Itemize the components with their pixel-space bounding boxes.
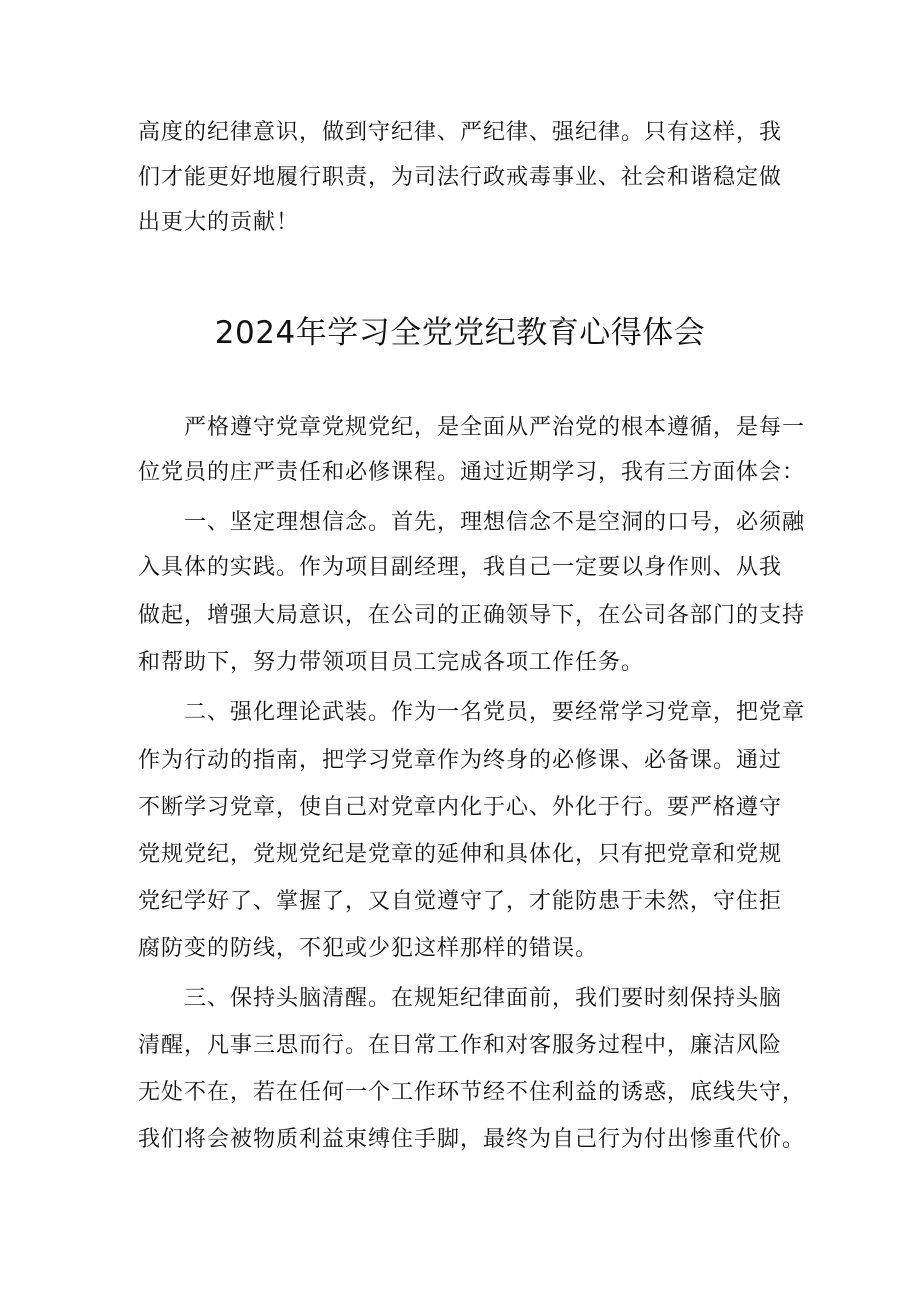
text-line: 出更大的贡献！ — [138, 210, 300, 235]
text-line: 入具体的实践。作为项目副经理，我自己一定要以身作则、从我 — [138, 555, 783, 580]
text-line: 党纪学好了、掌握了，又自觉遵守了，才能防患于未然，守住拒 — [138, 889, 783, 914]
text-line: 高度的纪律意识，做到守纪律、严纪律、强纪律。只有这样，我 — [138, 120, 783, 145]
text-line: 一、坚定理想信念。首先，理想信念不是空洞的口号，必须融 — [184, 510, 806, 535]
text-line: 无处不在，若在任何一个工作环节经不住利益的诱惑，底线失守， — [138, 1080, 806, 1105]
text-line: 作为行动的指南，把学习党章作为终身的必修课、必备课。通过 — [138, 748, 783, 773]
text-line: 二、强化理论武装。作为一名党员，要经常学习党章，把党章 — [184, 700, 806, 725]
text-line: 做起，增强大局意识，在公司的正确领导下，在公司各部门的支持 — [138, 603, 806, 628]
text-line: 清醒，凡事三思而行。在日常工作和对客服务过程中，廉洁风险 — [138, 1033, 783, 1058]
text-line: 不断学习党章，使自己对党章内化于心、外化于行。要严格遵守 — [138, 795, 783, 820]
text-line: 位党员的庄严责任和必修课程。通过近期学习，我有三方面体会： — [138, 460, 806, 485]
text-line: 和帮助下，努力带领项目员工完成各项工作任务。 — [138, 650, 645, 675]
text-line: 们才能更好地履行职责，为司法行政戒毒事业、社会和谐稳定做 — [138, 165, 783, 190]
text-line: 三、保持头脑清醒。在规矩纪律面前，我们要时刻保持头脑 — [184, 986, 783, 1011]
text-line: 党规党纪，党规党纪是党章的延伸和具体化，只有把党章和党规 — [138, 842, 783, 867]
text-line: 我们将会被物质利益束缚住手脚，最终为自己行为付出惨重代价。 — [138, 1127, 806, 1152]
text-line: 腐防变的防线，不犯或少犯这样那样的错误。 — [138, 936, 599, 961]
text-line: 严格遵守党章党规党纪，是全面从严治党的根本遵循，是每一 — [184, 415, 806, 440]
document-title: 2024年学习全党党纪教育心得体会 — [214, 315, 706, 351]
